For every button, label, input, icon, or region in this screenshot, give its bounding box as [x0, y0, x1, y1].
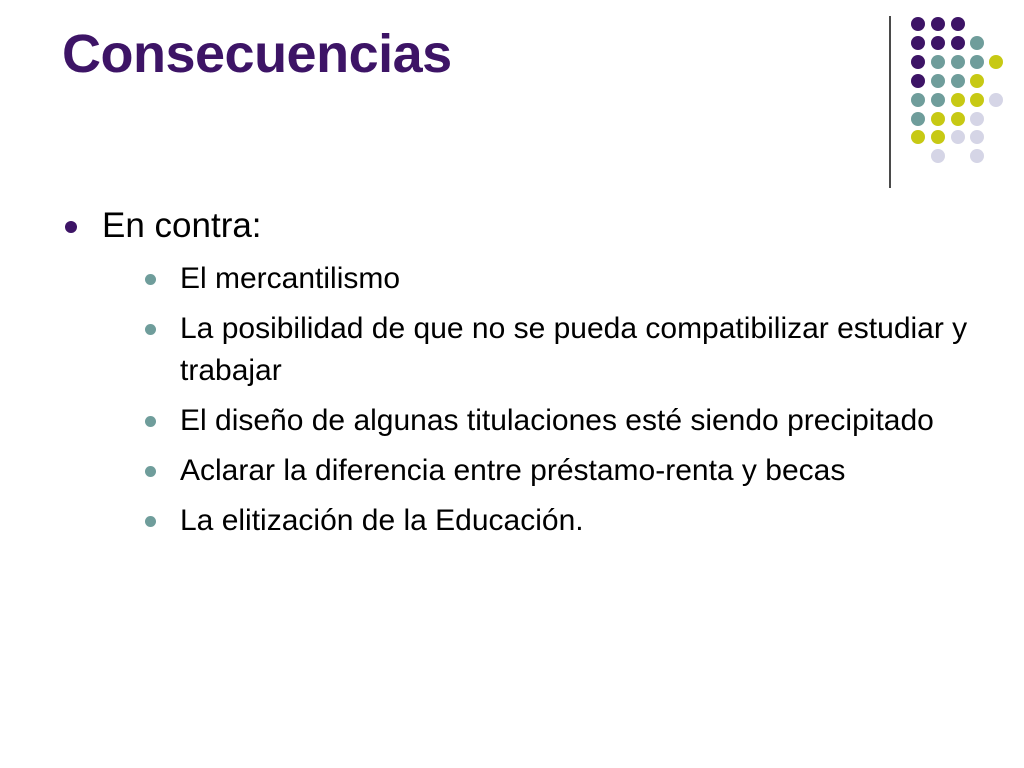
sub-bullet-text: La elitización de la Educación.	[180, 504, 584, 537]
dot	[951, 55, 965, 69]
dot	[970, 130, 984, 144]
dot	[931, 74, 945, 88]
dot	[951, 17, 965, 31]
dot	[931, 93, 945, 107]
dot	[911, 74, 925, 88]
dot	[951, 112, 965, 126]
bullet-label: En contra:	[102, 206, 262, 245]
dot	[931, 130, 945, 144]
dot	[931, 112, 945, 126]
decorative-dot-grid	[900, 10, 1010, 170]
dot	[911, 93, 925, 107]
dot	[970, 149, 984, 163]
dot	[951, 74, 965, 88]
dot	[989, 55, 1003, 69]
dot	[970, 112, 984, 126]
sub-bullet-text: La posibilidad de que no se pueda compatibilizar estudiar y trabajar	[180, 312, 968, 387]
sub-bullet-item	[102, 500, 982, 542]
dot	[951, 36, 965, 50]
slide-title: Consecuencias	[62, 24, 452, 84]
dot	[911, 55, 925, 69]
sub-bullet-text: El mercantilismo	[180, 262, 401, 295]
dot	[911, 36, 925, 50]
sub-bullet-item	[102, 258, 982, 300]
dot	[931, 149, 945, 163]
sub-bullet-text: El diseño de algunas titulaciones esté siendo precipitado	[180, 404, 934, 437]
dot	[911, 112, 925, 126]
dot	[951, 93, 965, 107]
dot	[911, 130, 925, 144]
dot	[989, 93, 1003, 107]
bullet-item-en-contra	[62, 200, 982, 542]
sub-bullet-text: Aclarar la diferencia entre préstamo-renta y becas	[180, 454, 846, 487]
dot	[951, 130, 965, 144]
divider-line	[889, 16, 891, 188]
sub-bullet-dot-icon	[145, 324, 156, 335]
sub-bullet-dot-icon	[145, 466, 156, 477]
sub-bullet-dot-icon	[145, 274, 156, 285]
sub-bullet-dot-icon	[145, 516, 156, 527]
dot	[931, 36, 945, 50]
dot	[970, 74, 984, 88]
dot	[931, 17, 945, 31]
sub-bullet-item	[102, 450, 982, 492]
dot	[931, 55, 945, 69]
bullet-dot-icon	[65, 221, 77, 233]
bullet-list	[62, 200, 982, 550]
sub-bullet-item	[102, 400, 982, 442]
dot	[911, 17, 925, 31]
dot	[970, 93, 984, 107]
dot	[970, 55, 984, 69]
sub-bullet-dot-icon	[145, 416, 156, 427]
sub-bullet-item	[102, 308, 982, 392]
dot	[970, 36, 984, 50]
sub-bullet-list	[102, 258, 982, 542]
